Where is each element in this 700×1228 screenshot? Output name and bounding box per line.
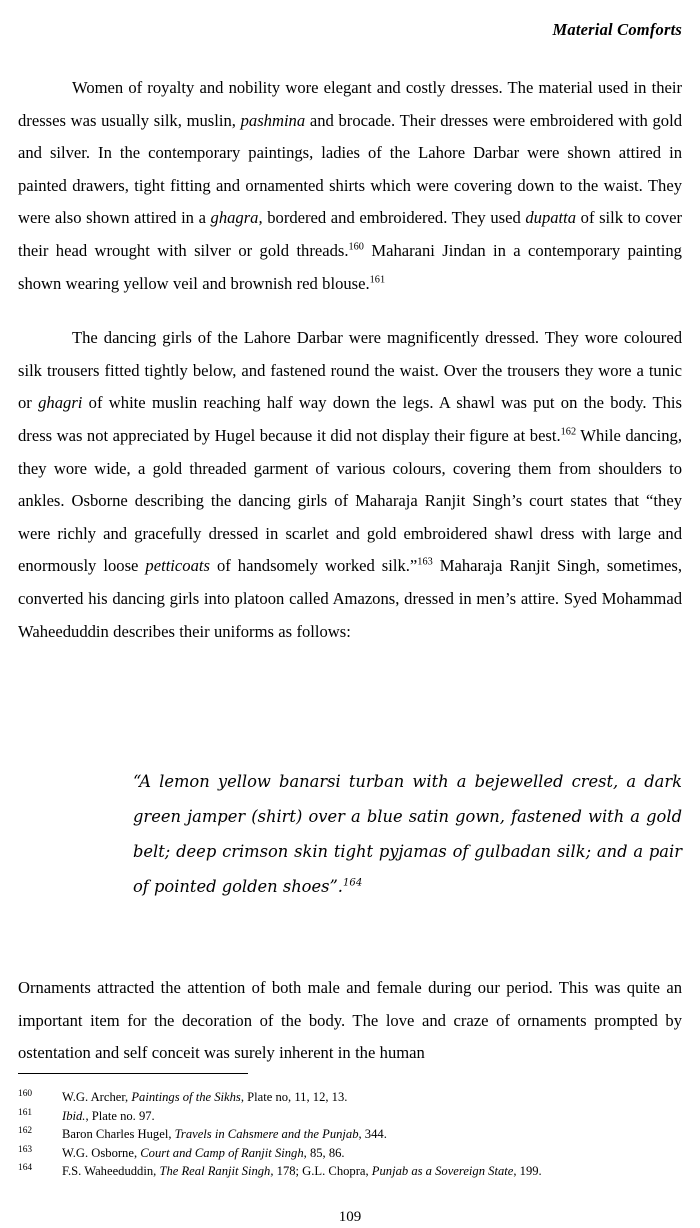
footnote-text: [62, 1127, 387, 1141]
italic-run: Punjab as a Sovereign State: [371, 1164, 514, 1179]
footnote-list: [18, 1088, 682, 1181]
text-run: W.G. Archer,: [62, 1090, 132, 1104]
footnote-reference: 162: [560, 426, 577, 438]
running-head: Material Comforts: [552, 20, 682, 39]
text-run: , Plate no. 97.: [85, 1108, 155, 1123]
text-run: of white muslin reaching half way down the legs. A shawl was put on the body. This dress was not appreciated by Hugel because it did not display their figure at best.: [18, 393, 682, 445]
italic-run: Ibid.: [62, 1108, 86, 1123]
text-run: bordered and embroidered. They used: [262, 208, 526, 228]
footnote-item: [18, 1144, 682, 1163]
text-run: Maharaja Ranjit Singh, sometimes, converted his dancing girls into platoon called Amazons, dressed in men’s attire. Syed Mohammad Waheeduddin describes their uniforms as follows:: [18, 556, 682, 641]
text-run: of handsomely worked silk.”: [209, 556, 418, 576]
para-dancing-girls: [18, 322, 682, 648]
text-run: “A lemon yellow banarsi turban with a bejewelled crest, a dark green jamper (shirt) over a blue satin gown, fastened with a gold belt; deep crimson skin tight pyjamas of gulbadan silk; and a pair of pointed golden shoes”.: [133, 772, 682, 896]
italic-run: ghagra,: [210, 208, 263, 228]
footnote-number: 164: [18, 1163, 33, 1174]
para-ornaments: [18, 972, 682, 1070]
text-run: 344.: [361, 1127, 387, 1142]
text-run: Women of royalty and nobility wore elegant and costly dresses. The material used in their dresses was usually silk, muslin,: [18, 78, 682, 130]
text-run: While dancing, they wore wide, a gold threaded garment of various colours, covering them from shoulders to ankles. Osborne describing the dancing girls of Maharaja Ranjit Singh’s court states that “they were richly and gracefully dressed in scarlet and gold embroidered shawl dress with large and enormously loose: [18, 425, 682, 576]
text-run: and brocade. Their dresses were embroidered with gold and silver. In the contemporary paintings, ladies of the Lahore Darbar were shown attired in painted drawers, tight fitting and ornamented shirts which were covering down to the waist. They were also shown attired in a: [18, 110, 683, 228]
tail-text-column: [18, 972, 682, 1070]
footnote-reference: 160: [348, 241, 364, 253]
paragraph-list-tail: [18, 972, 682, 1070]
italic-run: Court and Camp of Ranjit Singh: [140, 1145, 304, 1160]
footnote-item: [18, 1107, 682, 1126]
text-run: , Plate no, 11, 12, 13.: [240, 1090, 348, 1104]
text-run: Ornaments attracted the attention of both male and female during our period. This was quite an important item for the decoration of the body. The love and craze of ornaments prompted by ostentation and self conceit was surely inherent in the human: [18, 978, 682, 1063]
footnote-reference: 161: [369, 274, 386, 286]
text-run: Maharani Jindan in a contemporary painting shown wearing yellow veil and brownish red blouse.: [18, 240, 682, 293]
footnote-number: 163: [18, 1144, 33, 1155]
text-run: , 85, 86.: [303, 1145, 345, 1160]
footnote-reference: 163: [417, 556, 433, 568]
text-run: F.S. Waheeduddin,: [62, 1164, 160, 1179]
para-women-of-royalty: [18, 72, 682, 300]
footnote-text: [62, 1146, 345, 1160]
italic-run: Paintings of the Sikhs: [131, 1090, 241, 1104]
blockquote-amazon-uniform: [133, 764, 682, 904]
footnote-item: [18, 1162, 682, 1181]
footnote-text: [62, 1090, 347, 1104]
footnote-item: [18, 1088, 682, 1107]
footnote-text: [62, 1109, 155, 1123]
body-text-column: [18, 72, 682, 648]
footnote-number: 160: [18, 1089, 33, 1099]
italic-run: dupatta: [525, 208, 577, 228]
italic-run: petticoats: [145, 556, 210, 576]
page-number: 109: [338, 1209, 362, 1225]
footnote-separator-rule: [18, 1073, 248, 1074]
footnote-item: [18, 1125, 682, 1144]
text-run: , 199.: [513, 1164, 542, 1179]
text-run: The dancing girls of the Lahore Darbar were magnificently dressed. They wore coloured silk trousers fitted tightly below, and fastened round the waist. Over the trousers they wore a tunic or: [18, 328, 682, 413]
footnote-reference: 164: [342, 877, 363, 889]
italic-run: The Real Ranjit Singh,: [159, 1164, 274, 1179]
text-run: W.G. Osborne,: [62, 1145, 141, 1160]
italic-run: pashmina: [240, 110, 306, 130]
footnote-text: [62, 1164, 542, 1178]
footnote-number: 161: [18, 1107, 33, 1118]
text-run: of silk to cover their head wrought with silver or gold threads.: [18, 208, 682, 260]
italic-run: ghagri: [38, 393, 83, 413]
footnote-number: 162: [18, 1126, 33, 1137]
text-run: 178; G.L. Chopra,: [273, 1164, 372, 1179]
blockquote-container: [133, 764, 682, 904]
text-run: Baron Charles Hugel,: [62, 1127, 175, 1142]
italic-run: Travels in Cahsmere and the Punjab,: [174, 1127, 362, 1142]
paragraph-list: [18, 72, 682, 648]
